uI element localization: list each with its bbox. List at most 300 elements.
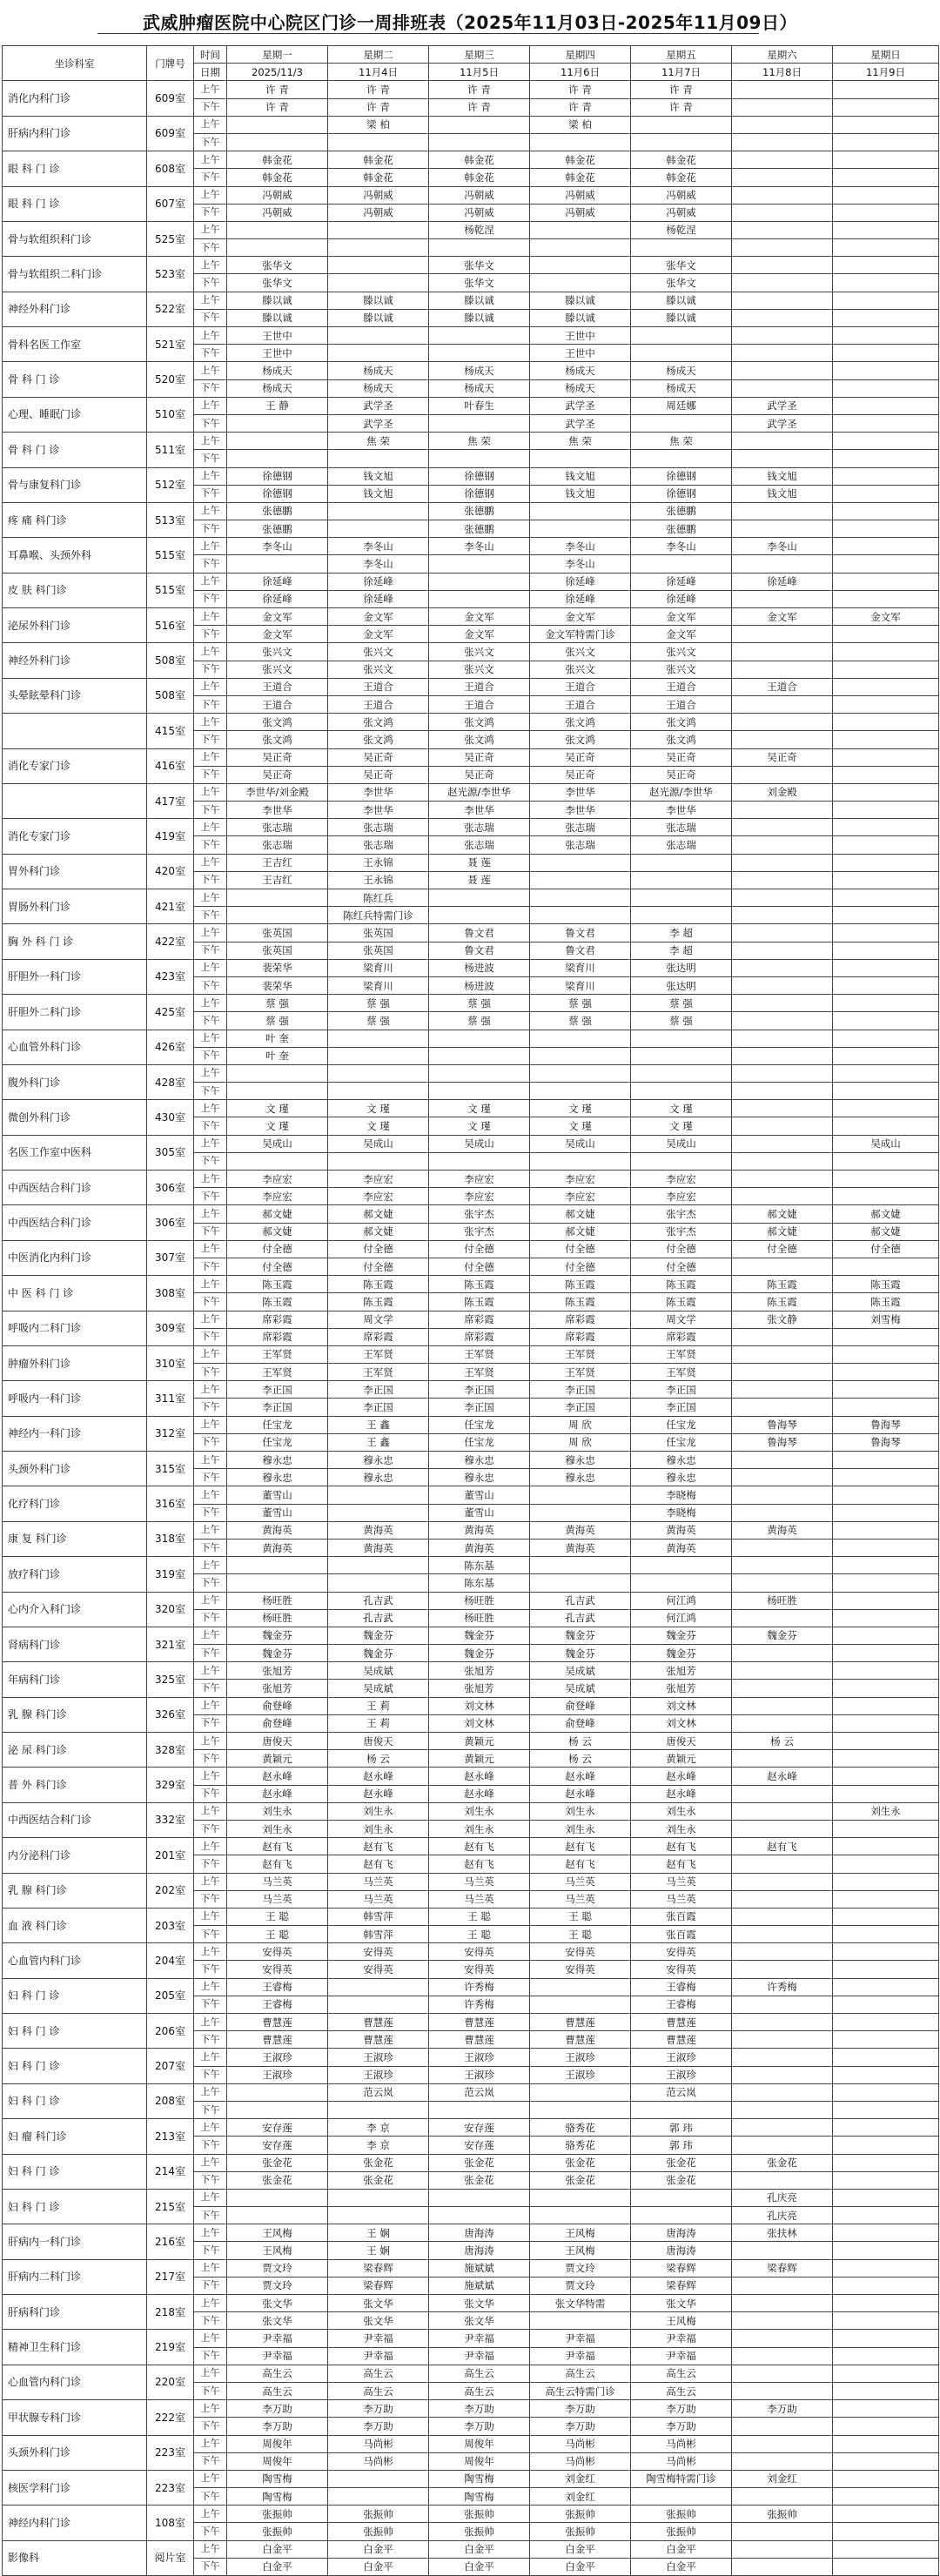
table-row [3,2049,939,2066]
doctor-cell: 李晓梅 [631,1486,732,1504]
doctor-cell: 张兴文 [429,661,530,678]
doctor-cell [227,2101,328,2118]
doctor-cell: 王道合 [227,695,328,713]
room-number: 525室 [147,221,194,256]
table-row [3,1064,939,1082]
doctor-cell [833,2137,939,2154]
doctor-cell: 蔡 强 [530,1012,631,1030]
doctor-cell: 付全德 [833,1240,939,1258]
department-name: 中 医 科 门 诊 [3,1276,147,1311]
doctor-cell: 文 瑾 [328,1100,429,1117]
period-label: 下午 [194,379,227,397]
doctor-cell [429,573,530,590]
period-label: 上午 [194,1416,227,1433]
doctor-cell: 王军贤 [530,1345,631,1363]
doctor-cell: 张扶林 [732,2224,833,2242]
doctor-cell [227,433,328,450]
period-label: 下午 [194,485,227,502]
doctor-cell [631,133,732,151]
doctor-cell: 贾文玲 [227,2277,328,2294]
period-label: 下午 [194,2137,227,2154]
doctor-cell [833,1486,939,1504]
doctor-cell [732,2277,833,2294]
doctor-cell: 王睿梅 [227,1978,328,1996]
doctor-cell: 席彩霞 [328,1328,429,1345]
doctor-cell [631,1047,732,1064]
doctor-cell [530,450,631,467]
doctor-cell: 张文华 [227,2312,328,2330]
period-label: 下午 [194,1996,227,2013]
doctor-cell [631,871,732,889]
doctor-cell: 吴成山 [328,1135,429,1152]
doctor-cell: 李万助 [530,2418,631,2435]
doctor-cell [732,555,833,573]
doctor-cell: 张振帅 [227,2506,328,2523]
doctor-cell: 冯朝威 [429,186,530,204]
doctor-cell: 赵永峰 [429,1785,530,1802]
doctor-cell: 马兰英 [530,1890,631,1908]
room-number: 609室 [147,116,194,151]
doctor-cell: 滕以诚 [530,292,631,309]
doctor-cell: 张文华 [429,2295,530,2312]
doctor-cell [833,362,939,379]
doctor-cell: 陈玉霞 [328,1276,429,1293]
doctor-cell [732,239,833,257]
doctor-cell: 高生云 [631,2382,732,2399]
room-number: 415室 [147,714,194,748]
doctor-cell [833,414,939,432]
doctor-cell [732,1152,833,1170]
doctor-cell: 范云岚 [328,2083,429,2101]
doctor-cell: 张志瑞 [227,819,328,836]
doctor-cell: 王军贤 [429,1345,530,1363]
doctor-cell: 徐延峰 [631,590,732,607]
doctor-cell [833,257,939,274]
doctor-cell [833,1926,939,1943]
doctor-cell: 许秀梅 [429,1978,530,1996]
doctor-cell: 刘生永 [227,1820,328,1837]
period-label: 上午 [194,257,227,274]
room-number: 307室 [147,1240,194,1275]
doctor-cell [833,695,939,713]
doctor-cell [328,1152,429,1170]
doctor-cell: 刘文林 [429,1714,530,1732]
room-number: 512室 [147,467,194,502]
doctor-cell [732,976,833,994]
doctor-cell: 黄海英 [530,1539,631,1556]
period-label: 上午 [194,924,227,942]
period-label: 上午 [194,2470,227,2487]
room-number: 201室 [147,1838,194,1873]
department-name: 内分泌科门诊 [3,1838,147,1873]
table-row [3,1908,939,1925]
doctor-cell [833,2014,939,2031]
period-label: 上午 [194,2540,227,2558]
doctor-cell: 安得英 [227,1961,328,1978]
doctor-cell [833,485,939,502]
room-number: 217室 [147,2259,194,2294]
period-label: 上午 [194,1276,227,1293]
doctor-cell: 张兴文 [429,643,530,661]
room-number: 428室 [147,1064,194,1099]
doctor-cell: 王淑珍 [328,2049,429,2066]
period-label: 上午 [194,678,227,695]
doctor-cell [732,924,833,942]
doctor-cell: 滕以诚 [429,309,530,326]
doctor-cell [530,239,631,257]
doctor-cell [631,345,732,362]
doctor-cell [732,661,833,678]
room-number: 309室 [147,1311,194,1345]
doctor-cell: 梁育川 [530,959,631,976]
doctor-cell: 杨 云 [530,1733,631,1750]
doctor-cell [732,766,833,783]
doctor-cell [833,2470,939,2487]
doctor-cell: 周俊年 [429,2452,530,2470]
date-header: 11月4日 [328,64,429,81]
doctor-cell [833,1345,939,1363]
doctor-cell: 许 青 [328,81,429,98]
doctor-cell [833,871,939,889]
doctor-cell [328,1064,429,1082]
doctor-cell [227,2083,328,2101]
doctor-cell: 魏金芬 [227,1627,328,1644]
period-label: 下午 [194,626,227,643]
doctor-cell: 徐延峰 [530,590,631,607]
table-row [3,1627,939,1644]
table-row [3,819,939,836]
doctor-cell: 付全德 [328,1258,429,1275]
doctor-cell: 曹慧莲 [429,2014,530,2031]
department-name: 疼 痛 科门诊 [3,502,147,537]
doctor-cell [227,116,328,133]
doctor-cell [732,1047,833,1064]
doctor-cell: 梁 柏 [328,116,429,133]
doctor-cell: 安得英 [631,1961,732,1978]
doctor-cell: 马兰英 [227,1873,328,1890]
table-row [3,116,939,133]
doctor-cell: 吴成山 [429,1135,530,1152]
doctor-cell [732,362,833,379]
doctor-cell: 徐延峰 [227,573,328,590]
department-name: 肝病科门诊 [3,2295,147,2330]
period-label: 下午 [194,2066,227,2083]
department-name: 妇 科 门 诊 [3,2049,147,2083]
doctor-cell: 赵永峰 [530,1785,631,1802]
table-row [3,2330,939,2347]
doctor-cell: 王道合 [429,678,530,695]
doctor-cell: 李世华 [530,802,631,819]
doctor-cell: 金文军 [530,608,631,626]
doctor-cell: 刘生永 [631,1802,732,1820]
doctor-cell: 冯朝威 [631,204,732,221]
department-name: 中西医结合科门诊 [3,1205,147,1240]
date-header: 11月9日 [833,64,939,81]
doctor-cell [833,1662,939,1680]
doctor-cell: 徐延峰 [530,573,631,590]
room-number: 508室 [147,643,194,678]
doctor-cell [732,257,833,274]
doctor-cell: 黄颖元 [429,1750,530,1768]
doctor-cell [631,2101,732,2118]
doctor-cell: 吴成山 [833,1135,939,1152]
period-label: 上午 [194,1768,227,1785]
doctor-cell: 张旭芳 [429,1662,530,1680]
period-label: 上午 [194,467,227,485]
doctor-cell: 白金平 [631,2558,732,2575]
table-row [3,1205,939,1223]
doctor-cell: 杨乾涅 [631,221,732,238]
doctor-cell: 冯朝威 [227,204,328,221]
doctor-cell: 韩金花 [328,169,429,186]
doctor-cell: 鲁文君 [429,924,530,942]
table-row [3,1452,939,1469]
doctor-cell [732,1557,833,1574]
doctor-cell: 李应宏 [429,1188,530,1205]
doctor-cell: 徐延峰 [631,573,732,590]
period-label: 上午 [194,573,227,590]
doctor-cell [328,327,429,345]
doctor-cell: 李冬山 [328,555,429,573]
doctor-cell: 金文军 [429,608,530,626]
doctor-cell [833,2400,939,2418]
doctor-cell: 穆永忠 [429,1469,530,1486]
doctor-cell [227,133,328,151]
doctor-cell: 鲁文君 [429,942,530,959]
doctor-cell [833,1592,939,1609]
period-label: 上午 [194,714,227,731]
table-row [3,1943,939,1961]
period-label: 下午 [194,2558,227,2575]
doctor-cell: 陈东基 [429,1557,530,1574]
doctor-cell: 安得英 [227,1943,328,1961]
table-row [3,2083,939,2101]
doctor-cell [833,836,939,854]
doctor-cell: 张文华 [429,2312,530,2330]
doctor-cell: 张旭芳 [631,1680,732,1697]
doctor-cell [227,1083,328,1100]
doctor-cell [530,502,631,520]
table-row [3,1521,939,1539]
doctor-cell [732,889,833,907]
doctor-cell: 席彩霞 [530,1311,631,1328]
room-number: 515室 [147,573,194,607]
doctor-cell [833,942,939,959]
doctor-cell: 陈玉霞 [227,1293,328,1311]
doctor-cell: 王世中 [530,327,631,345]
doctor-cell: 杨成天 [631,362,732,379]
period-label: 下午 [194,836,227,854]
doctor-cell [732,2083,833,2101]
doctor-cell: 王军贤 [530,1364,631,1381]
doctor-cell: 李正国 [631,1381,732,1399]
doctor-cell: 冯朝威 [631,186,732,204]
doctor-cell: 梁育川 [530,976,631,994]
doctor-cell [833,976,939,994]
doctor-cell: 李正国 [530,1399,631,1416]
doctor-cell [833,327,939,345]
period-label: 上午 [194,783,227,801]
doctor-cell [732,2171,833,2189]
doctor-cell: 施斌斌 [429,2259,530,2277]
table-row [3,2506,939,2523]
doctor-cell: 张兴文 [530,661,631,678]
table-row [3,1697,939,1714]
doctor-cell: 张振帅 [227,2523,328,2540]
doctor-cell: 付全德 [328,1240,429,1258]
table-row [3,1135,939,1152]
doctor-cell: 王道合 [732,678,833,695]
doctor-cell [328,1996,429,2013]
doctor-cell [631,1030,732,1047]
doctor-cell [833,1873,939,1890]
doctor-cell: 周俊年 [227,2452,328,2470]
doctor-cell: 吴正奇 [530,748,631,766]
doctor-cell: 张金花 [530,2154,631,2171]
doctor-cell [732,151,833,169]
period-label: 下午 [194,1433,227,1451]
doctor-cell: 李 京 [328,2119,429,2137]
doctor-cell [833,1188,939,1205]
room-number: 426室 [147,1030,194,1064]
schedule-body [3,46,939,2576]
department-name: 胸 外 科 门 诊 [3,924,147,959]
doctor-cell: 鲁文君 [530,942,631,959]
doctor-cell [732,1961,833,1978]
doctor-cell [833,2506,939,2523]
table-row [3,748,939,766]
doctor-cell [530,221,631,238]
doctor-cell [732,2066,833,2083]
doctor-cell [833,959,939,976]
doctor-cell: 俞登峰 [530,1714,631,1732]
doctor-cell [833,467,939,485]
doctor-cell: 尹幸福 [631,2330,732,2347]
doctor-cell: 赵有飞 [328,1855,429,1873]
doctor-cell: 王 鑫 [328,1433,429,1451]
doctor-cell: 鲁海琴 [833,1433,939,1451]
doctor-cell: 李正国 [631,1399,732,1416]
doctor-cell: 李世华 [429,802,530,819]
doctor-cell [833,1258,939,1275]
doctor-cell: 曹慧莲 [530,2031,631,2049]
doctor-cell: 郭 玮 [631,2119,732,2137]
doctor-cell: 王淑珍 [328,2066,429,2083]
doctor-cell [732,327,833,345]
doctor-cell: 张文鸿 [530,714,631,731]
doctor-cell: 白金平 [227,2558,328,2575]
page-title: 武威肿瘤医院中心院区门诊一周排班表（2025年11月03日-2025年11月09日） [143,12,797,33]
room-number: 320室 [147,1592,194,1627]
doctor-cell: 王睿梅 [631,1978,732,1996]
table-row [3,1978,939,1996]
room-number: 515室 [147,538,194,573]
doctor-cell [833,2312,939,2330]
doctor-cell: 吴成山 [530,1135,631,1152]
period-label: 上午 [194,2435,227,2452]
doctor-cell: 张华文 [227,274,328,292]
doctor-cell [429,1064,530,1082]
doctor-cell [429,1030,530,1047]
department-name: 中西医结合科门诊 [3,1802,147,1837]
doctor-cell: 高生云 [631,2365,732,2382]
doctor-cell [833,1645,939,1662]
period-label: 上午 [194,1627,227,1644]
doctor-cell: 金文军特需门诊 [530,626,631,643]
weekday-header: 星期四 [530,46,631,64]
doctor-cell: 赵永峰 [530,1768,631,1785]
doctor-cell: 黄海英 [429,1521,530,1539]
doctor-cell: 文 瑾 [631,1117,732,1135]
doctor-cell [833,81,939,98]
room-number: 223室 [147,2435,194,2470]
doctor-cell [429,116,530,133]
doctor-cell: 刘生永 [833,1802,939,1820]
doctor-cell: 李应宏 [328,1171,429,1188]
doctor-cell: 张振帅 [429,2523,530,2540]
doctor-cell: 杨旺胜 [429,1609,530,1627]
doctor-cell: 穆永忠 [530,1469,631,1486]
doctor-cell: 付全德 [631,1240,732,1258]
room-number: 508室 [147,678,194,713]
doctor-cell: 曹慧莲 [227,2031,328,2049]
doctor-cell [833,802,939,819]
department-name: 皮 肤 科门诊 [3,573,147,607]
doctor-cell: 张华文 [227,257,328,274]
doctor-cell [833,2242,939,2259]
doctor-cell [530,274,631,292]
doctor-cell: 王军贤 [227,1345,328,1363]
doctor-cell [833,1733,939,1750]
doctor-cell [833,555,939,573]
title-underline [97,33,759,34]
room-column-header: 门牌号 [147,46,194,81]
table-row [3,1381,939,1399]
doctor-cell [732,1117,833,1135]
room-number: 421室 [147,889,194,924]
doctor-cell: 马尚彬 [328,2435,429,2452]
doctor-cell: 周俊年 [227,2435,328,2452]
doctor-cell: 陈玉霞 [732,1276,833,1293]
table-row [3,292,939,309]
doctor-cell: 王淑珍 [631,2049,732,2066]
doctor-cell [833,274,939,292]
room-number: 326室 [147,1697,194,1732]
doctor-cell: 李冬山 [227,538,328,555]
doctor-cell: 郝文婕 [833,1223,939,1240]
doctor-cell: 张德鹏 [227,520,328,538]
doctor-cell: 刘生永 [328,1802,429,1820]
doctor-cell [328,450,429,467]
doctor-cell: 吴正奇 [429,748,530,766]
doctor-cell [732,133,833,151]
doctor-cell: 李正国 [530,1381,631,1399]
doctor-cell: 张华文 [631,257,732,274]
doctor-cell: 张兴文 [631,661,732,678]
doctor-cell: 王淑珍 [227,2066,328,2083]
doctor-cell: 张兴文 [227,643,328,661]
table-row [3,2400,939,2418]
doctor-cell [732,854,833,871]
doctor-cell: 徐德钢 [631,467,732,485]
doctor-cell: 钱文旭 [328,485,429,502]
doctor-cell: 钱文旭 [530,467,631,485]
department-name: 泌尿外科门诊 [3,608,147,643]
doctor-cell: 陈玉霞 [631,1293,732,1311]
doctor-cell [833,1838,939,1855]
period-label: 上午 [194,1521,227,1539]
doctor-cell: 马尚彬 [631,2435,732,2452]
